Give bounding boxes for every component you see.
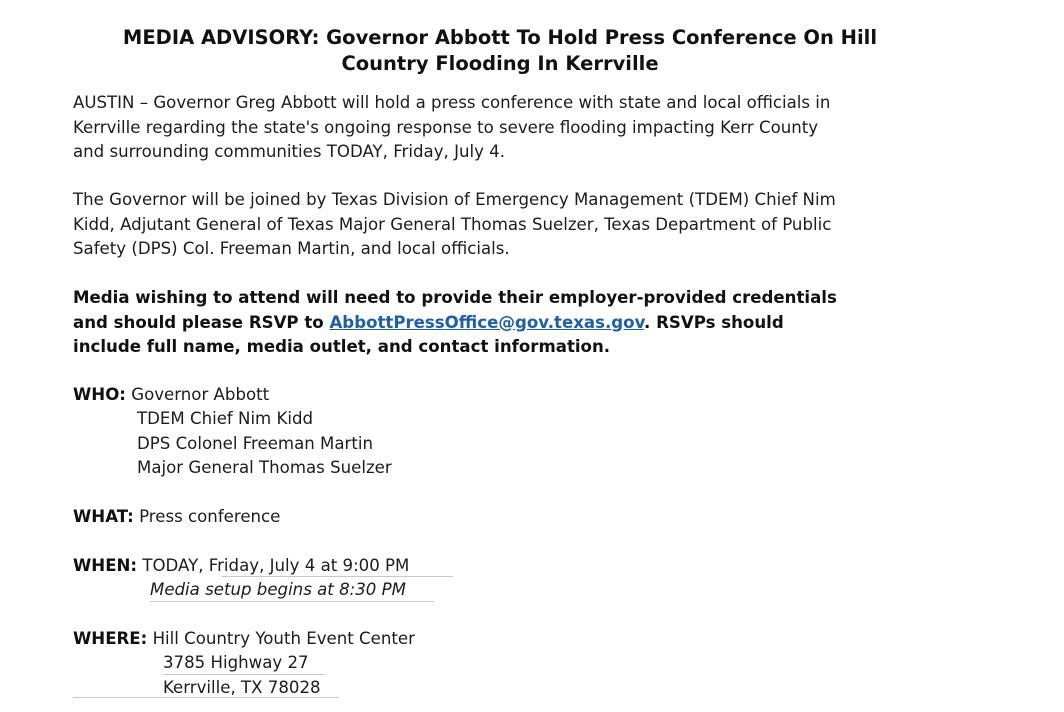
who-fourth: Major General Thomas Suelzer [137, 458, 392, 477]
intro-paragraph [73, 91, 953, 165]
rsvp-line-2-after: . RSVPs should [644, 312, 784, 332]
where-venue: Hill Country Youth Event Center [152, 629, 415, 648]
rsvp-paragraph [73, 286, 953, 360]
where-street: 3785 Highway 27 [163, 653, 309, 672]
rsvp-email-link[interactable]: AbbottPressOffice@gov.texas.gov [329, 312, 645, 332]
officials-paragraph [73, 188, 953, 262]
what-label: WHAT: [73, 507, 134, 526]
officials-line-1: The Governor will be joined by Texas Division of Emergency Management (TDEM) Chief Nim [73, 190, 836, 209]
when-value: TODAY, Friday, July 4 at 9:00 PM [142, 556, 410, 575]
officials-line-2: Kidd, Adjutant General of Texas Major General Thomas Suelzer, Texas Department of Public [73, 214, 832, 234]
rsvp-line-1: Media wishing to attend will need to provide their employer-provided credentials [73, 288, 837, 307]
who-label: WHO: [73, 385, 126, 404]
what-value: Press conference [139, 507, 281, 526]
what-row [73, 505, 280, 530]
officials-line-3: Safety (DPS) Col. Freeman Martin, and local officials. [73, 239, 510, 258]
when-label: WHEN: [73, 556, 138, 575]
street-underline [163, 674, 325, 675]
title-line-1: MEDIA ADVISORY: Governor Abbott To Hold Press Conference On Hill [122, 26, 878, 49]
who-first: Governor Abbott [131, 385, 270, 404]
city-underline [73, 697, 339, 698]
rsvp-line-3: include full name, media outlet, and contact information. [73, 337, 611, 356]
rsvp-line-2-before: and should please RSVP to [73, 312, 330, 332]
who-row [73, 383, 269, 408]
where-label: WHERE: [73, 629, 148, 648]
setup-underline [150, 601, 434, 602]
intro-line-2: Kerrville regarding the state's ongoing response to severe flooding impacting Kerr County [73, 117, 819, 137]
who-second: TDEM Chief Nim Kidd [137, 409, 314, 428]
advisory-title [60, 25, 940, 77]
intro-line-1: AUSTIN – Governor Greg Abbott will hold a press conference with state and local officials in [73, 93, 831, 112]
where-row [73, 627, 415, 652]
intro-line-3: and surrounding communities TODAY, Friday, July 4. [73, 142, 506, 161]
who-third: DPS Colonel Freeman Martin [137, 434, 373, 453]
title-line-2: Country Flooding In Kerrville [341, 52, 659, 75]
when-setup: Media setup begins at 8:30 PM [150, 580, 406, 599]
where-city: Kerrville, TX 78028 [163, 678, 321, 697]
when-row [73, 554, 409, 579]
when-underline [222, 576, 453, 577]
